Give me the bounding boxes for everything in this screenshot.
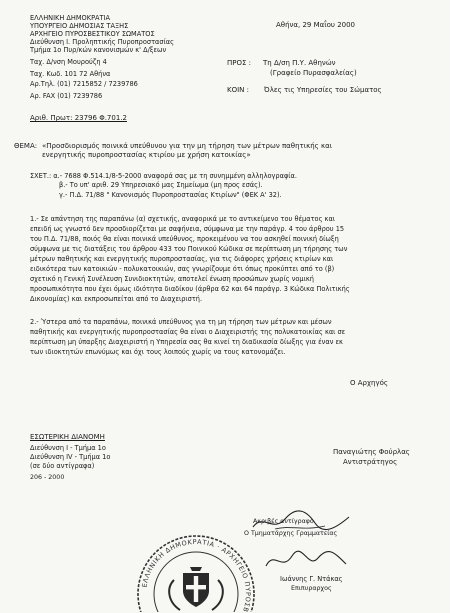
subject-label: ΘΕΜΑ: [14,142,38,150]
paragraph-1-line: μέτρων παθητικής και ενεργητικής πυροπροστασίας, για τις διάφορες χρήσεις κτιρίων και [30,255,334,263]
paragraph-1-line: σύμφωνα με τις διατάξεις του άρθρου 433 του Ποινικού Κώδικα σε περίπτωση μη τήρησης των [30,245,348,253]
paragraph-2-line: περίπτωση μη ύπαρξης Διαχειριστή η Υπηρεσία σας θα κινεί τη διαδικασία δίωξης για έναν εκ [30,338,343,346]
reference-c: γ.- Π.Δ. 71/88 " Κανονισμός Πυροπροστασίας Κτιρίων" (ΦΕΚ Α' 32). [59,191,282,199]
cert-line: Ο Τμηματάρχης Γραμματείας [244,530,338,537]
koin-label: ΚΟΙΝ : [227,86,249,94]
to-value: Τη Δ/ση Π.Υ. Αθηνών [263,59,336,67]
paragraph-1-line: Δικονομίας) και εκπροσωπείται από το Διαχειριστή. [30,295,203,303]
paragraph-2-line: παθητικής και ενεργητικής πυροπροστασίας θα είναι ο Διαχειριστής της πολυκατοικίας και σε [30,328,346,336]
subject-line-2: ενεργητικής πυροπροστασίας κτιρίου με χρήση κατοικίας» [42,151,251,159]
header-line-department: Τμήμα 1ο Πυρ/κών κανονισμών κ' Δ/ξεων [30,46,167,54]
header-line-address: Ταχ. Δ/νση Μουρούζη 4 [30,58,107,66]
reference-a: ΣΧΕΤ.: α.- 7688 Φ.514.1/8-5-2000 αναφορά σας με τη συνημμένη αλληλογραφία. [30,172,297,180]
internal-item: Διεύθυνση Ι - Τμήμα 1ο [30,444,106,452]
reference-b: β.- Το υπ' αριθ. 29 Υπηρεσιακό μας Σημείωμα (μη προς εσάς). [59,181,263,189]
cert-name: Ιωάννης Γ. Ντάκας [280,575,343,583]
cert-line: Ακριβές αντίγραφο [253,518,314,525]
koin-value: Όλες τις Υπηρεσίες του Σώματος [264,86,382,94]
header-line-phone: Αρ.Τηλ. (01) 7215852 / 7239786 [30,80,138,88]
handwritten-signature-lower [260,548,350,574]
signatory-rank: Αντιστράτηγος [343,458,398,466]
header-line-country: ΕΛΛΗΝΙΚΗ ΔΗΜΟΚΡΑΤΙΑ [30,14,111,22]
paragraph-1-line: σχετικό η Γενική Συνέλευση Συνιδιοκτητών, αποτελεί ένωση προσώπων χωρίς νομική [30,275,314,283]
protocol-number: Αριθ. Πρωτ: 23796 Φ.701.2 [30,114,127,122]
internal-item: Διεύθυνση IV - Τμήμα 1ο [30,453,111,461]
chief-title: Ο Αρχηγός [350,379,388,387]
internal-distribution-title: ΕΣΩΤΕΡΙΚΗ ΔΙΑΝΟΜΗ [30,433,105,441]
header-line-postcode: Ταχ. Κωδ. 101 72 Αθήνα [30,70,111,78]
header-line-fax: Αρ. FAX (01) 7239786 [30,92,103,100]
header-line-ministry: ΥΠΟΥΡΓΕΙΟ ΔΗΜΟΣΙΑΣ ΤΑΞΗΣ [30,22,129,30]
to-label: ΠΡΟΣ : [227,59,252,67]
header-line-hq: ΑΡΧΗΓΕΙΟ ΠΥΡΟΣΒΕΣΤΙΚΟΥ ΣΩΜΑΤΟΣ [30,30,155,38]
paragraph-1-line: 1.- Σε απάντηση της παραπάνω (α) σχετικής, αναφορικά με το αντικείμενο του θέματος και [30,215,336,223]
code-line: 206 - 2000 [30,474,65,481]
subject-line-1: «Προσδιορισμός ποινικά υπεύθυνου για την μη τήρηση των μέτρων παθητικής και [42,142,333,150]
paragraph-1-line: προσωπικότητα που έχει όμως ιδιότητα διαδίκου (άρθρα 62 και 64 παράγρ. 3 Κώδικα Πολιτικής [30,285,350,293]
signatory-name: Παναγιώτης Φούρλας [333,448,410,456]
paragraph-1-line: ειδικότερα των κατοικιών - πολυκατοικιών, σας γνωρίζουμε ότι όπως προκύπτει από το (β) [30,265,335,273]
paragraph-2-line: 2.- Ύστερα από τα παραπάνω, ποινικά υπεύθυνος για τη μη τήρηση των μέτρων και μέσων [30,318,332,326]
paragraph-2-line: των ιδιοκτητών επωνύμως και όχι τους λοιπούς χωρίς να τους κατονομάζει. [30,348,286,356]
coat-of-arms-icon [169,567,223,610]
to-value-2: (Γραφείο Πυρασφαλείας) [270,69,357,77]
cert-rank: Επιπυραρχος [291,585,332,592]
paragraph-1-line: επειδή ως γνωστό δεν προσδιορίζεται με σαφήνεια, σύμφωνα με την παράγρ. 4 του άρθρου 15 [30,225,345,233]
svg-text:ΕΛΛΗΝΙΚΗ ΔΗΜΟΚΡΑΤΙΑ · ΑΡΧΗΓΕΙΟ: ΕΛΛΗΝΙΚΗ ΔΗΜΟΚΡΑΤΙΑ · ΑΡΧΗΓΕΙΟ ΠΥΡΟΣΒ [140,537,253,612]
internal-item: (σε δύο αντίγραφα) [30,462,95,470]
official-stamp-seal [126,508,266,612]
date-line: Αθήνα, 29 Μαΐου 2000 [276,21,356,29]
paragraph-1-line: του Π.Δ. 71/88, ποιός θα είναι ποινικά υπεύθυνος, προκειμένου να του ασκηθεί ποινική δίωξη [30,235,339,243]
header-line-directorate: Διεύθυνση Ι. Προληπτικής Πυροπροστασίας [30,38,175,46]
